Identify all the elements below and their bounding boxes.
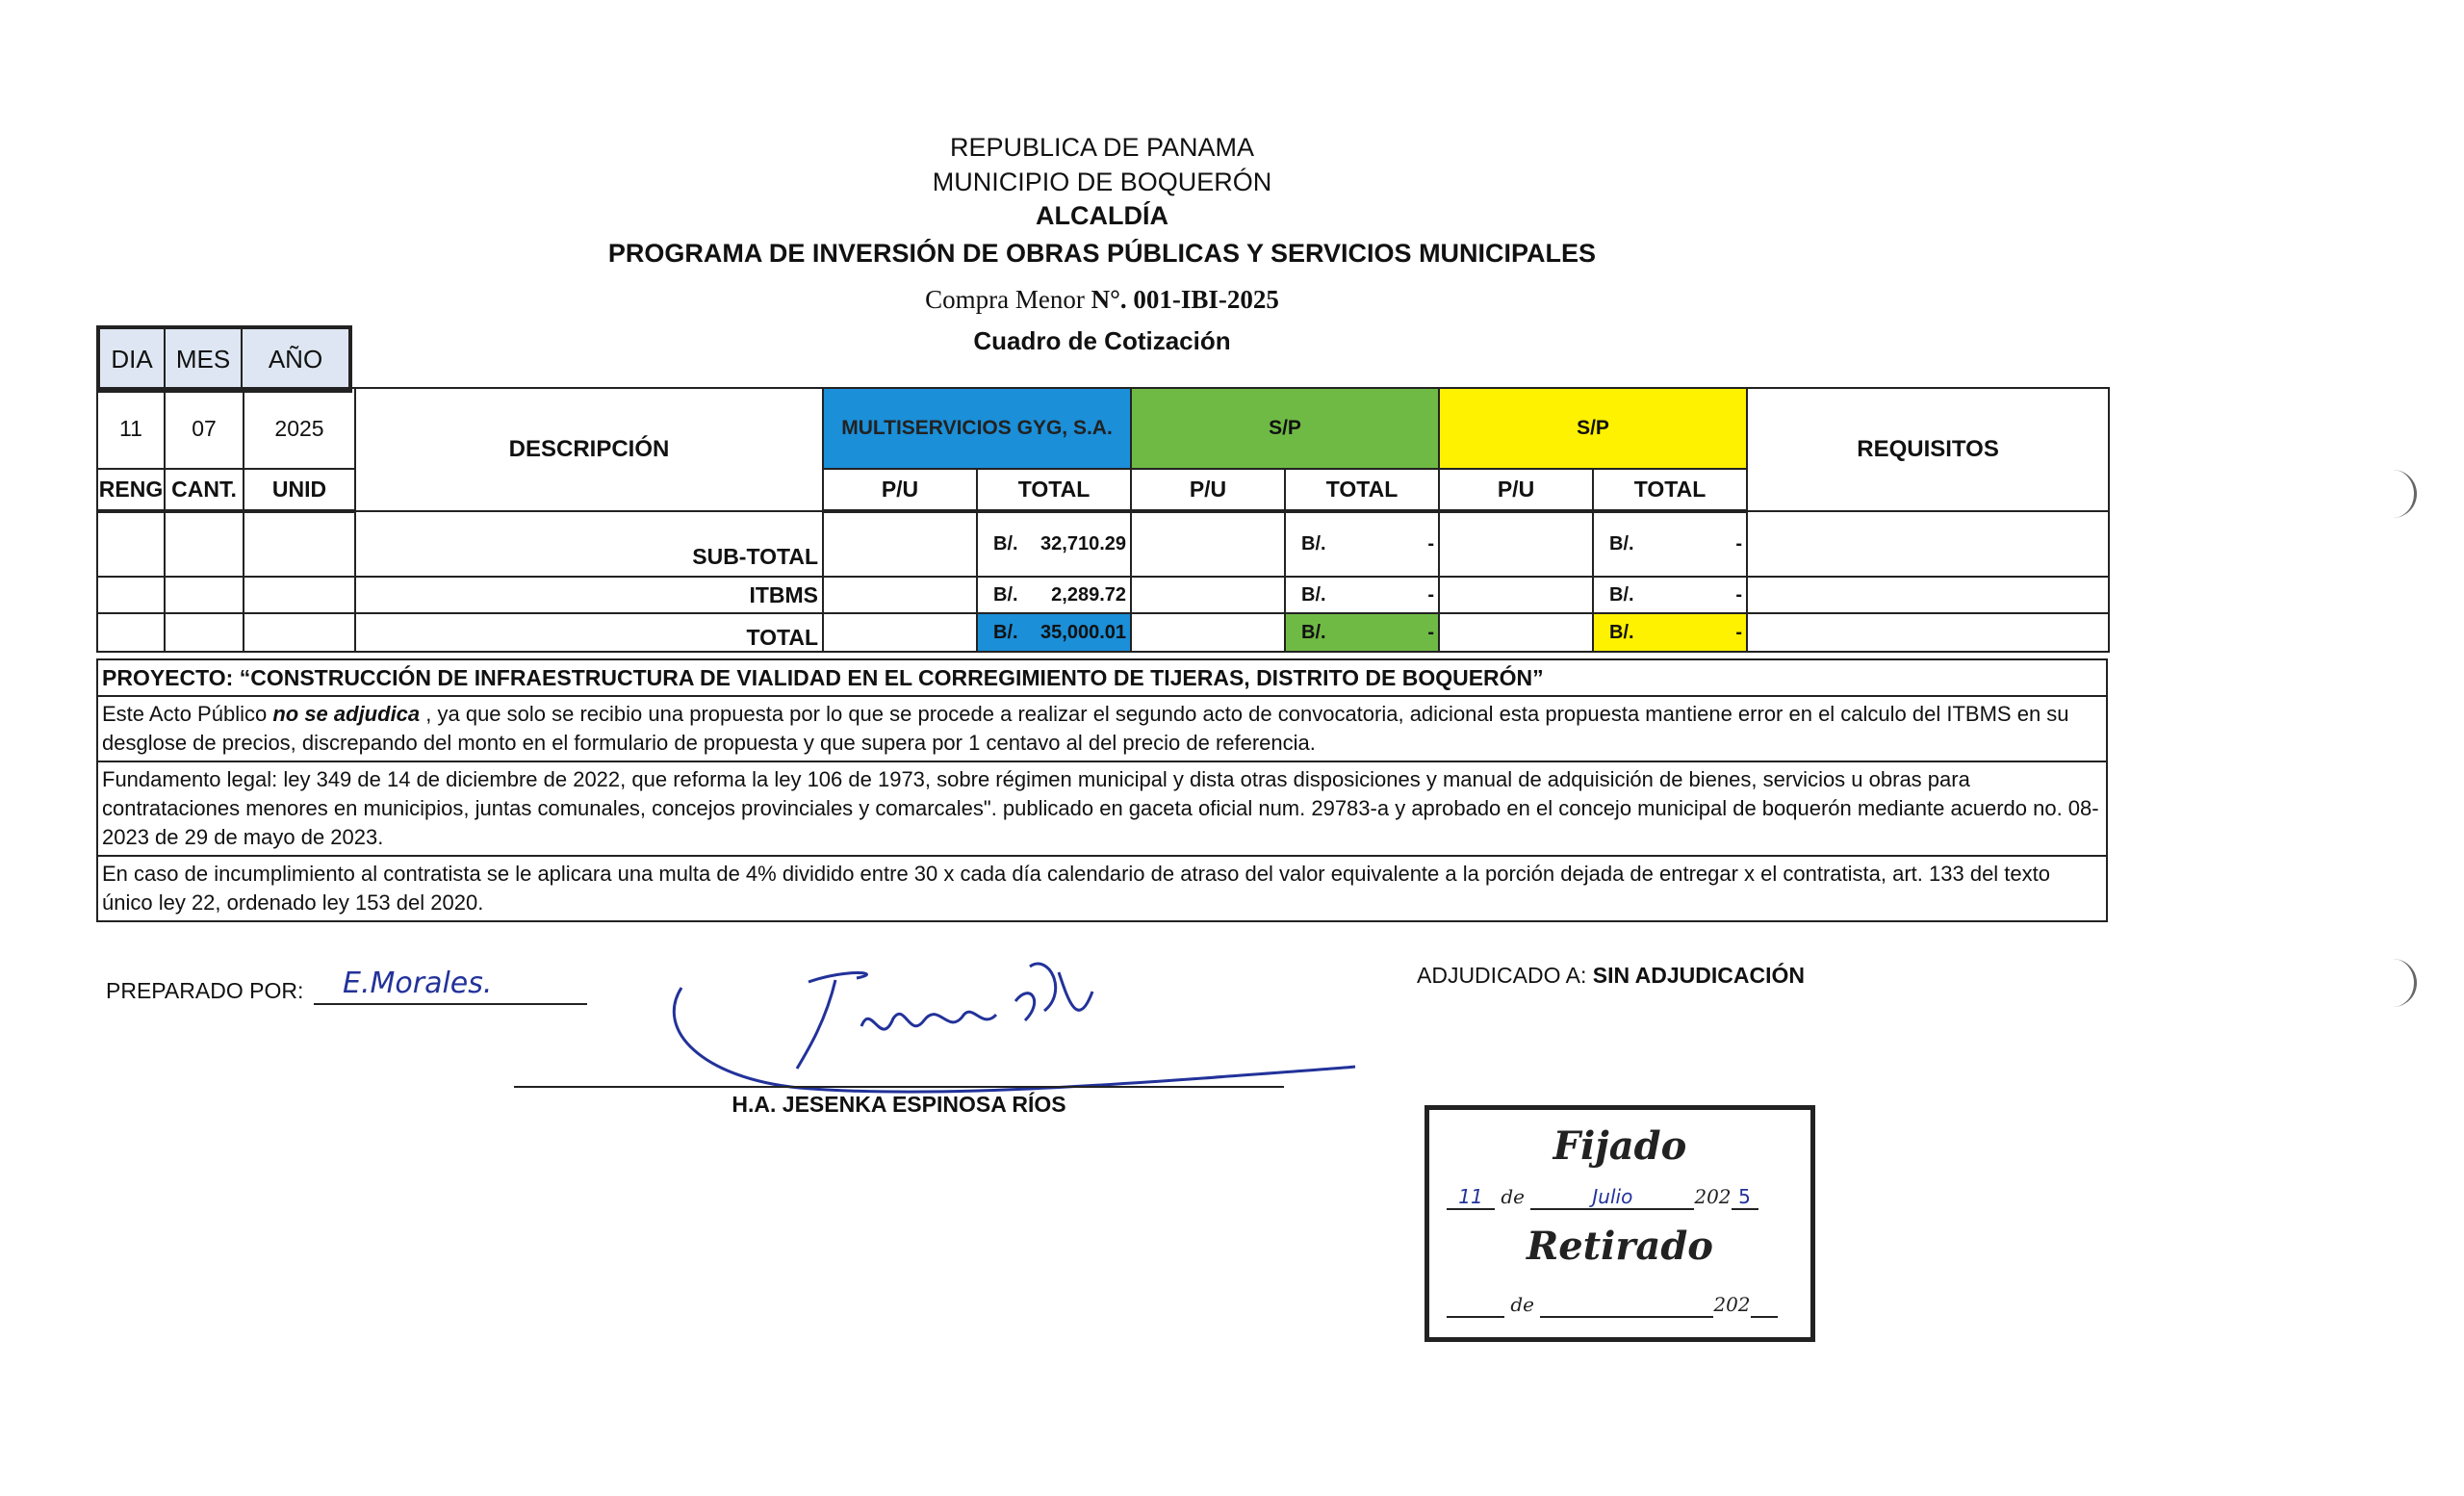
signature-line: [514, 1086, 1284, 1088]
amount: 35,000.01: [1040, 621, 1126, 643]
currency: B/.: [1609, 583, 1634, 606]
total-bidder-3: [1593, 613, 1747, 652]
amount: -: [1735, 583, 1743, 606]
subtotal-bidder-3: [1593, 511, 1747, 577]
header-program: PROGRAMA DE INVERSIÓN DE OBRAS PÚBLICAS Y SERVICIOS MUNICIPALES: [607, 239, 1597, 268]
stamp-fijado-month: Julio: [1530, 1185, 1694, 1210]
decision-note: [97, 696, 2107, 761]
prepared-by-line: [314, 1003, 587, 1005]
table-row: [97, 511, 2109, 577]
decision-rest: , ya que solo se recibio una propuesta por lo que se procede a realizar el segundo acto de convocatoria, adicional esta propuesta mantiene error en el calculo del ITBMS en su desglose de precios, discrepando del monto en el formulario de propuesta y que supera por 1 centavo al del precio de referencia.: [102, 702, 2069, 755]
row-label-subtotal: SUB-TOTAL: [355, 511, 823, 577]
date-label-month: MES: [165, 327, 242, 391]
bidder-1-name: MULTISERVICIOS GYG, S.A.: [823, 388, 1131, 469]
fijado-retirado-stamp: [1424, 1105, 1815, 1342]
row-label-itbms: ITBMS: [355, 577, 823, 613]
bidder-3-name: S/P: [1439, 388, 1747, 469]
currency: B/.: [1609, 621, 1634, 643]
total-bidder-2: [1285, 613, 1439, 652]
stamp-year-prefix-2: 202: [1713, 1293, 1751, 1316]
currency: B/.: [993, 583, 1018, 606]
amount: -: [1427, 621, 1435, 643]
bidder-1-total-header: TOTAL: [977, 469, 1131, 511]
itbms-bidder-3: [1593, 577, 1747, 613]
notes-table: [96, 658, 2108, 922]
date-value-year: 2025: [244, 388, 355, 469]
stamp-fijado: Fijado: [1553, 1123, 1687, 1169]
amount: -: [1427, 533, 1435, 555]
amount: -: [1735, 621, 1743, 643]
stamp-fijado-date-row: [1447, 1185, 1801, 1210]
quotation-table: [96, 387, 2110, 653]
header-doc-title: Cuadro de Cotización: [973, 326, 1231, 355]
header-country: REPUBLICA DE PANAMA: [949, 133, 1255, 162]
bidder-3-pu-header: P/U: [1439, 469, 1593, 511]
bidder-2-total-header: TOTAL: [1285, 469, 1439, 511]
header-purchase-number: [0, 285, 2204, 315]
table-row: [97, 613, 2109, 652]
subtotal-bidder-1: [977, 511, 1131, 577]
punch-hole-mark: [2391, 470, 2417, 518]
awarded-label: ADJUDICADO A:: [1417, 963, 1587, 988]
decision-emphasis: no se adjudica: [272, 702, 421, 726]
stamp-de: de: [1501, 1185, 1525, 1208]
prepared-by-signature: E.Morales.: [343, 967, 493, 1000]
itbms-bidder-1: [977, 577, 1131, 613]
col-label-unid: UNID: [244, 469, 355, 511]
amount: 2,289.72: [1051, 583, 1126, 606]
purchase-prefix: Compra Menor: [925, 285, 1091, 314]
stamp-de-2: de: [1510, 1293, 1534, 1316]
amount: -: [1735, 533, 1743, 555]
penalty-note: En caso de incumplimiento al contratista se le aplicara una multa de 4% dividido entre 30 x cada día calendario de atraso del valor equivalente a la porción dejada de entregar x el contratista, art. 133 del texto único ley 22, ordenado ley 153 del 2020.: [97, 856, 2107, 921]
amount: 32,710.29: [1040, 533, 1126, 555]
handwritten-signature: [664, 934, 1367, 1107]
header-office: ALCALDÍA: [1036, 201, 1168, 230]
awarded-block: [1417, 963, 1805, 989]
bidder-1-pu-header: P/U: [823, 469, 977, 511]
bidder-2-pu-header: P/U: [1131, 469, 1285, 511]
date-value-month: 07: [165, 388, 244, 469]
requirements-header: REQUISITOS: [1747, 388, 2109, 511]
punch-hole-mark: [2391, 959, 2417, 1007]
currency: B/.: [993, 533, 1018, 555]
decision-prefix: Este Acto Público: [102, 702, 273, 726]
amount: -: [1427, 583, 1435, 606]
prepared-by-label: PREPARADO POR:: [106, 978, 304, 1003]
project-name: PROYECTO: “CONSTRUCCIÓN DE INFRAESTRUCTURA DE VIALIDAD EN EL CORREGIMIENTO DE TIJERAS, DISTRITO DE BOQUERÓN”: [97, 659, 2107, 696]
stamp-retirado-date-row: [1447, 1293, 1801, 1318]
header-municipality: MUNICIPIO DE BOQUERÓN: [932, 168, 1272, 196]
description-header: DESCRIPCIÓN: [355, 388, 823, 511]
currency: B/.: [1301, 583, 1326, 606]
signer-name: H.A. JESENKA ESPINOSA RÍOS: [732, 1092, 1066, 1117]
date-label-year: AÑO: [242, 327, 350, 391]
bidder-3-total-header: TOTAL: [1593, 469, 1747, 511]
awarded-value: SIN ADJUDICACIÓN: [1592, 963, 1805, 988]
purchase-number: N°. 001-IBI-2025: [1091, 285, 1279, 314]
currency: B/.: [1301, 621, 1326, 643]
date-label-day: DIA: [98, 327, 165, 391]
currency: B/.: [993, 621, 1018, 643]
stamp-retirado: Retirado: [1526, 1224, 1713, 1269]
stamp-year-prefix: 202: [1694, 1185, 1732, 1208]
col-label-cant: CANT.: [165, 469, 244, 511]
bidder-2-name: S/P: [1131, 388, 1439, 469]
subtotal-bidder-2: [1285, 511, 1439, 577]
currency: B/.: [1301, 533, 1326, 555]
total-bidder-1: [977, 613, 1131, 652]
date-value-day: 11: [97, 388, 165, 469]
stamp-fijado-day: 11: [1447, 1185, 1495, 1210]
col-label-reng: RENG: [97, 469, 165, 511]
table-row: [97, 577, 2109, 613]
date-table: [96, 325, 352, 393]
currency: B/.: [1609, 533, 1634, 555]
row-label-total: TOTAL: [355, 613, 823, 652]
stamp-fijado-year-digit: 5: [1732, 1185, 1758, 1210]
itbms-bidder-2: [1285, 577, 1439, 613]
legal-basis-note: Fundamento legal: ley 349 de 14 de diciembre de 2022, que reforma la ley 106 de 1973, sobre régimen municipal y dista otras disposiciones y manual de adquisición de bienes, servicios u obras para contrataciones menores en municipios, juntas comunales, concejos provinciales y comarcales". publicado en gaceta oficial num. 29783-a y aprobado en el concejo municipal de boquerón mediante acuerdo no. 08-2023 de 29 de mayo de 2023.: [97, 761, 2107, 856]
